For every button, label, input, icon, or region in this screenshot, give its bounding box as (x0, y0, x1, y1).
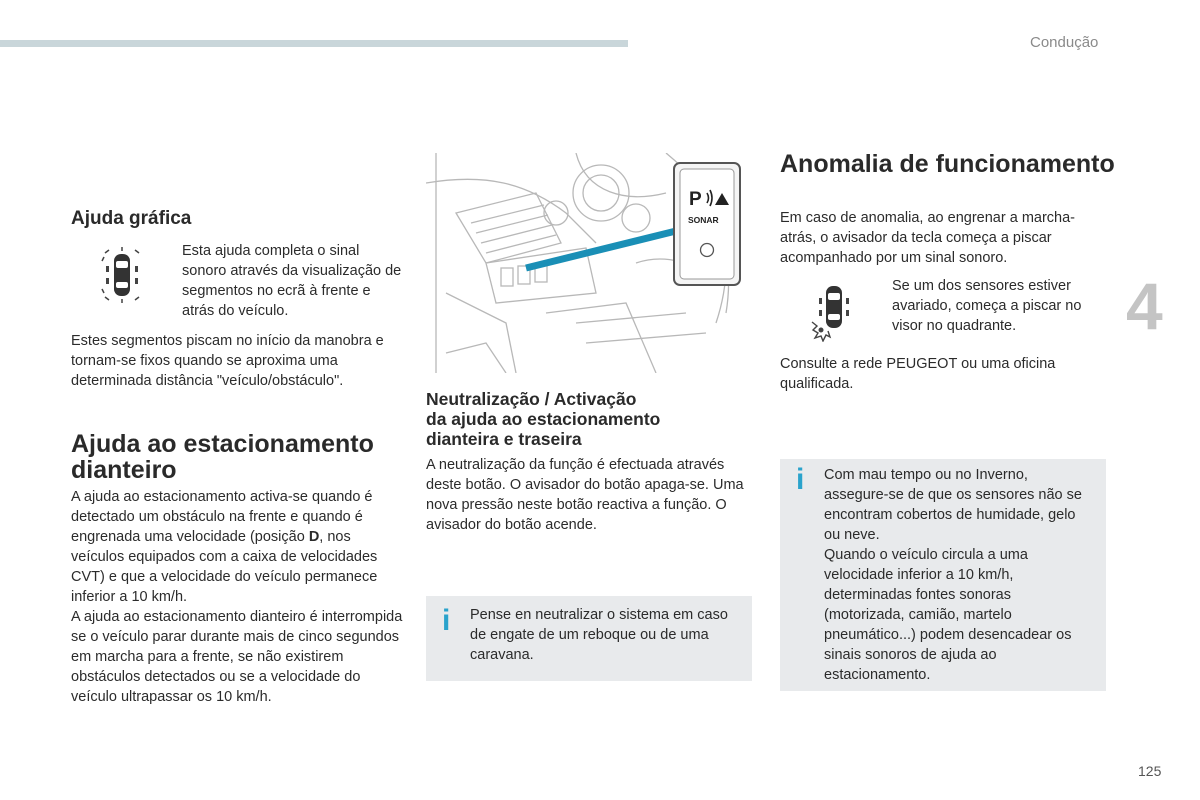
info-box-trailer (426, 596, 752, 681)
neutral-title-line3: dianteira e traseira (426, 429, 582, 449)
header-bar (0, 40, 628, 47)
front-p1-bold: D (308, 529, 320, 545)
front-parking-paragraph-1 (71, 487, 405, 607)
neutral-title-line1: Neutralização / Activação (426, 389, 637, 409)
neutral-text: A neutralização da função é efectuada através deste botão. O avisador do botão apaga-se. Uma nova pressão neste botão reactiva a função. O avisador do botão acende. (426, 457, 744, 533)
ajuda-grafica-title: Ajuda gráfica (71, 208, 192, 229)
section-title: Condução (1030, 34, 1099, 51)
page-number: 125 (1138, 763, 1162, 779)
sensor-faulty-text: Se um dos sensores estiver avariado, começa a piscar no visor no quadrante. (892, 278, 1082, 334)
info-weather-paragraph-1: Com mau tempo ou no Inverno, assegure-se de que os sensores não se encontram cobertos de humidade, gelo ou neve. (824, 467, 1082, 543)
consult-text: Consulte a rede PEUGEOT ou uma oficina qualificada. (780, 356, 1056, 392)
neutral-title-line2: da ajuda ao estacionamento (426, 409, 661, 429)
front-parking-title-line1: Ajuda ao estacionamento (71, 430, 374, 458)
button-label-p: P (689, 189, 702, 210)
info-icon: i (796, 463, 805, 496)
dashboard-illustration (426, 153, 752, 373)
chapter-number: 4 (1126, 269, 1163, 343)
anomaly-text: Em caso de anomalia, ao engrenar a marcha-atrás, o avisador da tecla começa a piscar acompanhado por um sinal sonoro. (780, 210, 1075, 266)
front-parking-paragraph-2: A ajuda ao estacionamento dianteiro é interrompida se o veículo parar durante mais de cinco segundos em marcha para a frente, se não existirem obstáculos detectados ou se a velocidade do veículo ultrapassar os 10 km/h. (71, 609, 403, 705)
button-label-sonar: SONAR (688, 215, 719, 225)
car-sensor-display-icon (100, 244, 144, 306)
info-trailer-text: Pense en neutralizar o sistema em caso de engate de um reboque ou de uma caravana. (470, 607, 728, 663)
segments-text: Estes segmentos piscam no início da manobra e tornam-se fixos quando se aproxima uma determinada distância "veículo/obstáculo". (71, 333, 384, 389)
front-parking-title (71, 431, 374, 483)
info-weather-text (824, 465, 1090, 685)
info-box-weather (780, 459, 1106, 691)
neutral-title (426, 389, 660, 449)
ajuda-grafica-text: Esta ajuda completa o sinal sonoro através da visualização de segmentos no ecrã à frente e atrás do veículo. (182, 243, 402, 319)
front-p1-part1: A ajuda ao estacionamento activa-se quando é detectado um obstáculo na frente e quando é engrenada uma velocidade (posição (71, 489, 373, 545)
front-parking-text (71, 487, 405, 707)
info-weather-paragraph-2: Quando o veículo circula a uma velocidade inferior a 10 km/h, determinadas fontes sonoras (motorizada, camião, martelo pneumático...) podem desencadear os sinais sonoros de ajuda ao estacionamento. (824, 547, 1072, 683)
info-icon: i (442, 604, 451, 637)
faulty-sensor-icon (808, 282, 854, 342)
front-p1-part2: , nos veículos equipados com a caixa de velocidades CVT) e que a velocidade do veículo permanece inferior a 10 km/h. (71, 529, 378, 605)
anomaly-title: Anomalia de funcionamento (780, 150, 1115, 178)
front-parking-title-line2: dianteiro (71, 456, 177, 484)
